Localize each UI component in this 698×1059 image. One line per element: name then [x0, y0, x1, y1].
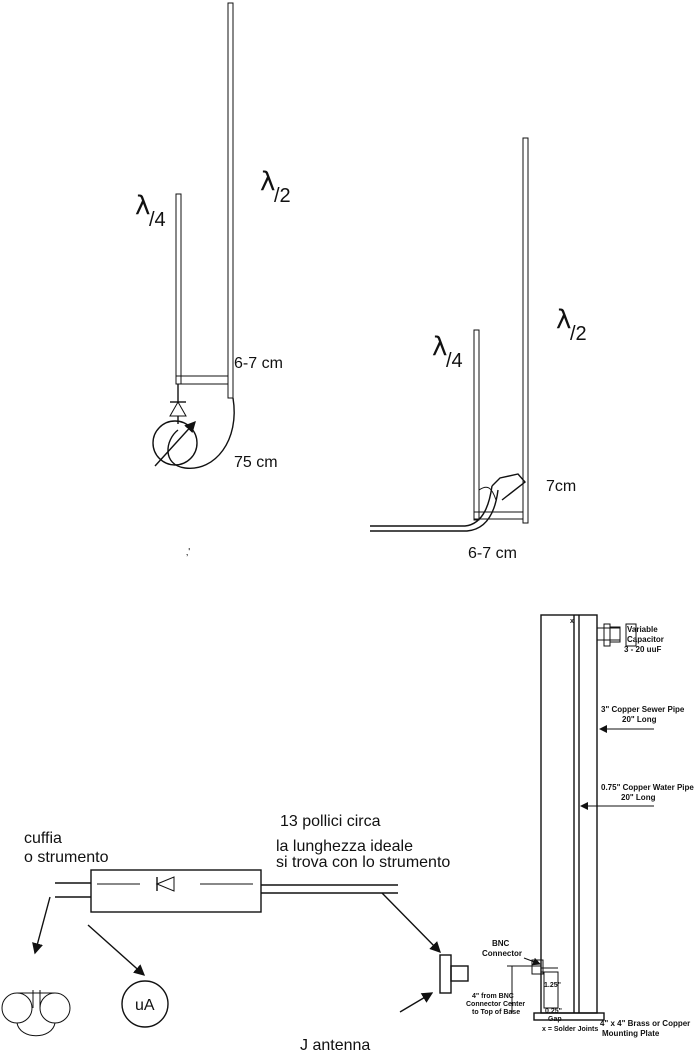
diode-icon	[157, 877, 174, 891]
half-wave-element	[228, 3, 233, 398]
headphone-label-1: cuffia	[24, 830, 62, 847]
bnc-note-1: 4" from BNC	[472, 993, 514, 1000]
probe-body	[91, 870, 261, 912]
lambda-half-symbol: λ	[260, 167, 276, 197]
tap-label: 7cm	[546, 478, 577, 495]
shorting-bar	[176, 376, 228, 384]
lambda-quarter-symbol: λ	[135, 191, 151, 221]
cable-length-label: 75 cm	[234, 454, 278, 471]
quarter-wave-element	[176, 194, 181, 384]
sewer-label-1: 3" Copper Sewer Pipe	[601, 705, 685, 714]
capacitor-icon	[604, 624, 610, 646]
bnc-label-1: BNC	[492, 939, 510, 948]
lambda-half-sub: /2	[570, 323, 587, 345]
bnc-plug	[440, 955, 451, 993]
gap-label: 6-7 cm	[468, 545, 517, 562]
variable-cap-label-3: 3 - 20 uuF	[624, 645, 662, 654]
gap-label-1: 0.25"	[545, 1008, 562, 1015]
meter-label: uA	[135, 997, 155, 1014]
diode-icon	[170, 402, 186, 416]
solder-note: x = Solder Joints	[542, 1026, 599, 1033]
ideal-label-2: si trova con lo strumento	[276, 854, 451, 871]
bnc-label-2: Connector	[482, 949, 522, 958]
water-label-2: 20" Long	[621, 793, 656, 802]
bnc-note-3: to Top of Base	[472, 1009, 521, 1016]
lambda-half-symbol: λ	[556, 305, 572, 335]
water-label-1: 0.75" Copper Water Pipe	[601, 783, 694, 792]
half-wave-element	[523, 138, 528, 523]
ideal-label-1: la lunghezza ideale	[276, 838, 413, 855]
length-label: 13 pollici circa	[280, 813, 381, 830]
headphone-label-2: o strumento	[24, 849, 109, 866]
detector-probe	[2, 813, 468, 1054]
lambda-quarter-symbol: λ	[432, 332, 448, 362]
solder-mark: x	[570, 618, 574, 625]
lambda-quarter-sub: /4	[149, 209, 166, 231]
coax-loop	[168, 398, 234, 468]
sewer-pipe	[541, 615, 597, 1013]
dim-125-label: 1.25"	[544, 982, 561, 989]
variable-cap-label-2: Capacitor	[627, 635, 664, 644]
stray-mark: ‚'	[186, 547, 191, 558]
bnc-note-2: Connector Center	[466, 1001, 526, 1008]
gap-label: 6-7 cm	[234, 355, 283, 372]
plate-label-1: 4" x 4" Brass or Copper	[600, 1019, 691, 1028]
j-antenna-diagram	[466, 615, 694, 1038]
lambda-half-sub: /2	[274, 185, 291, 207]
top-right-antenna	[370, 138, 587, 562]
lambda-quarter-sub: /4	[446, 350, 463, 372]
quarter-wave-element	[474, 330, 479, 520]
top-left-antenna	[135, 3, 291, 471]
variable-cap-label-1: Variable	[627, 625, 658, 634]
plate-label-2: Mounting Plate	[602, 1029, 660, 1038]
sewer-label-2: 20" Long	[622, 715, 657, 724]
antenna-label: J antenna	[300, 1037, 371, 1054]
gap-label-2: Gap	[548, 1016, 562, 1023]
headphone-icon	[2, 990, 70, 1036]
